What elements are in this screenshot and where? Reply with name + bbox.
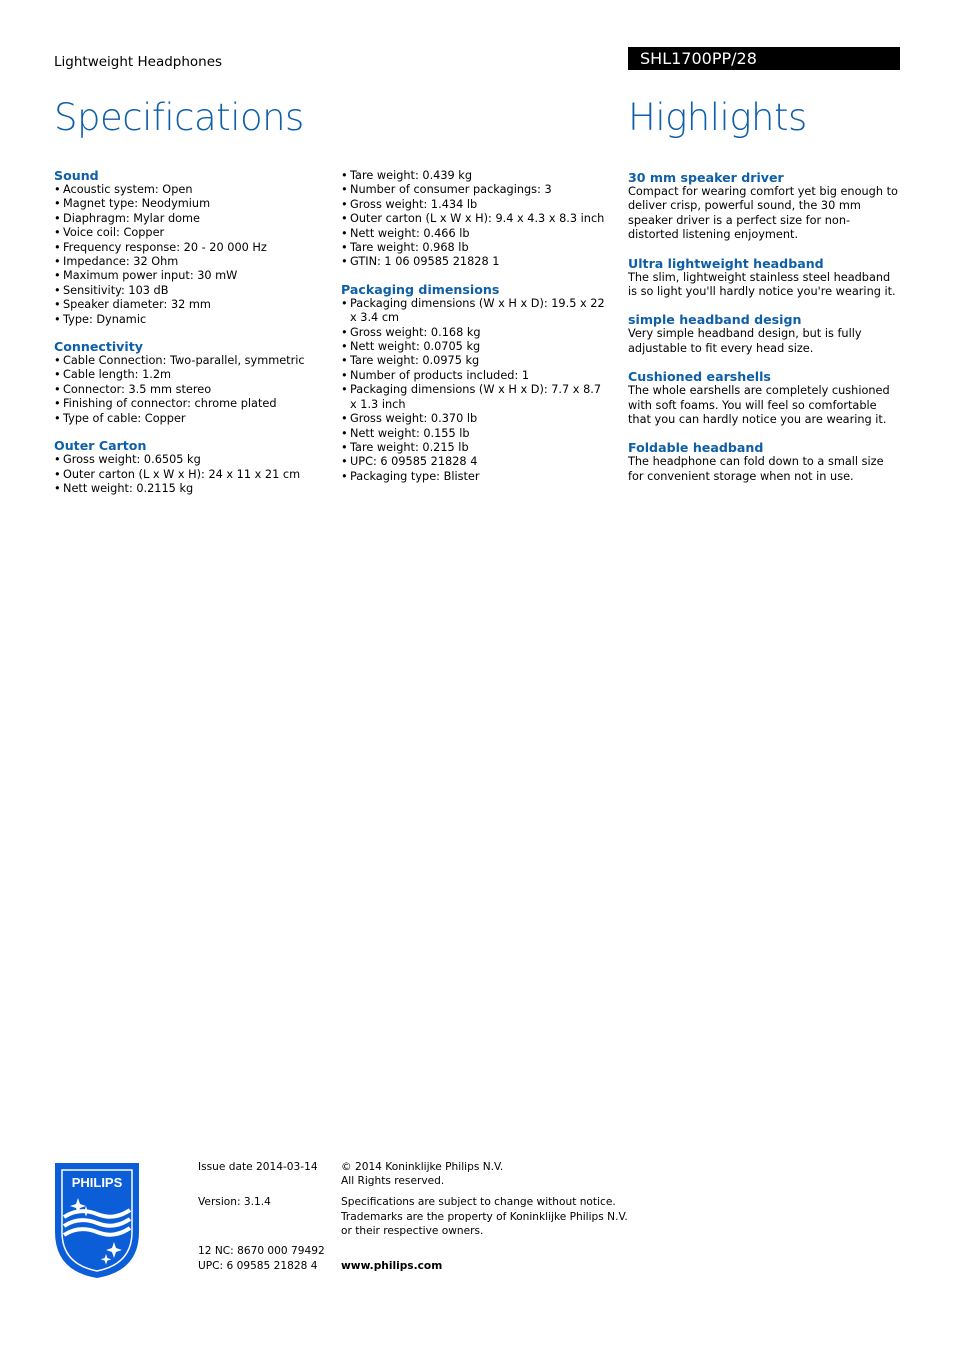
specs-column-1	[54, 168, 324, 508]
spec-item: • Outer carton (L x W x H): 9.4 x 4.3 x 8.3 inch	[341, 212, 611, 226]
philips-logo-icon	[54, 1162, 140, 1279]
highlight-heading: Foldable headband	[628, 440, 764, 456]
highlight-text: The slim, lightweight stainless steel headband is so light you'll hardly notice you're wearing it.	[628, 270, 896, 299]
spec-item: • Tare weight: 0.215 lb	[341, 441, 611, 455]
spec-item: • Outer carton (L x W x H): 24 x 11 x 21 cm	[54, 468, 324, 482]
highlights-title: Highlights	[628, 96, 807, 139]
section-heading-outer-carton: Outer Carton	[54, 438, 147, 454]
highlights-column	[628, 170, 900, 497]
section-heading-packaging: Packaging dimensions	[341, 281, 500, 297]
spec-item: • Nett weight: 0.0705 kg	[341, 340, 611, 354]
highlight-item	[628, 312, 900, 356]
spec-item: • Type of cable: Copper	[54, 412, 324, 426]
highlight-text: The headphone can fold down to a small size for convenient storage when not in use.	[628, 455, 884, 483]
version: Version: 3.1.4	[198, 1196, 271, 1209]
section-heading-sound: Sound	[54, 168, 99, 183]
spec-item: • Magnet type: Neodymium	[54, 197, 324, 211]
outer-carton-list	[54, 453, 324, 496]
highlight-text: The whole earshells are completely cushioned with soft foams. You will feel so comfortable that you can hardly notice you are wearing it.	[628, 384, 890, 427]
spec-item: • Acoustic system: Open	[54, 183, 324, 197]
highlight-item	[628, 369, 900, 427]
spec-item: • Type: Dynamic	[54, 313, 324, 327]
spec-item: • Tare weight: 0.0975 kg	[341, 354, 611, 368]
logo-wordmark: PHILIPS	[71, 1175, 123, 1190]
outer-carton-cont-list	[341, 169, 611, 270]
highlight-text: Compact for wearing comfort yet big enough to deliver crisp, powerful sound, the 30 mm speaker driver is a perfect size for non-distorted listening enjoyment.	[628, 185, 898, 242]
highlight-heading: 30 mm speaker driver	[628, 170, 784, 185]
spec-item: • Sensitivity: 103 dB	[54, 284, 324, 298]
notice-line-2: Trademarks are the property of Koninklijke Philips N.V.	[341, 1210, 628, 1223]
footer-legal	[341, 1160, 631, 1273]
spec-item: • Frequency response: 20 - 20 000 Hz	[54, 241, 324, 255]
spec-item: • Speaker diameter: 32 mm	[54, 298, 324, 312]
upc-code: UPC: 6 09585 21828 4	[198, 1259, 318, 1272]
copyright: © 2014 Koninklijke Philips N.V.	[341, 1161, 504, 1173]
highlight-heading: Cushioned earshells	[628, 369, 771, 385]
model-number-bar: SHL1700PP/28	[628, 47, 900, 70]
notice-line-3: or their respective owners.	[341, 1224, 484, 1237]
spec-item: • Impedance: 32 Ohm	[54, 255, 324, 269]
twelve-nc: 12 NC: 8670 000 79492	[198, 1245, 325, 1258]
spec-item: • Gross weight: 0.6505 kg	[54, 453, 324, 467]
connectivity-list	[54, 354, 324, 426]
highlight-text: Very simple headband design, but is fully adjustable to fit every head size.	[628, 327, 862, 355]
spec-item: • Gross weight: 1.434 lb	[341, 198, 611, 212]
spec-item: • Diaphragm: Mylar dome	[54, 212, 324, 226]
spec-item: • Number of products included: 1	[341, 369, 611, 383]
spec-item: • Gross weight: 0.168 kg	[341, 326, 611, 340]
packaging-list	[341, 297, 611, 484]
spec-item: • GTIN: 1 06 09585 21828 1	[341, 255, 611, 269]
spec-item: • Tare weight: 0.968 lb	[341, 241, 611, 255]
spec-item: • Tare weight: 0.439 kg	[341, 169, 611, 183]
spec-item: • Packaging dimensions (W x H x D): 7.7 x 8.7 x 1.3 inch	[341, 383, 611, 412]
spec-item: • Packaging type: Blister	[341, 470, 611, 484]
spec-item: • Number of consumer packagings: 3	[341, 183, 611, 197]
spec-item: • Packaging dimensions (W x H x D): 19.5 x 22 x 3.4 cm	[341, 297, 611, 326]
product-line: Lightweight Headphones	[54, 54, 223, 70]
spec-item: • Nett weight: 0.155 lb	[341, 427, 611, 441]
notice-line-1: Specifications are subject to change without notice.	[341, 1196, 616, 1209]
spec-item: • UPC: 6 09585 21828 4	[341, 455, 611, 469]
spec-item: • Finishing of connector: chrome plated	[54, 397, 324, 411]
spec-item: • Nett weight: 0.466 lb	[341, 227, 611, 241]
specs-column-2	[341, 169, 611, 496]
spec-item: • Cable length: 1.2m	[54, 368, 324, 382]
highlight-heading: Ultra lightweight headband	[628, 255, 824, 271]
section-heading-connectivity: Connectivity	[54, 339, 143, 355]
highlight-item	[628, 256, 900, 300]
spec-item: • Gross weight: 0.370 lb	[341, 412, 611, 426]
highlight-heading: simple headband design	[628, 312, 802, 328]
footer-meta	[198, 1160, 333, 1273]
spec-item: • Maximum power input: 30 mW	[54, 269, 324, 283]
issue-date: Issue date 2014-03-14	[198, 1161, 318, 1173]
specifications-title: Specifications	[54, 96, 304, 139]
spec-item: • Cable Connection: Two-parallel, symmetric	[54, 354, 324, 368]
website-link[interactable]: www.philips.com	[341, 1260, 443, 1273]
rights-reserved: All Rights reserved.	[341, 1175, 445, 1188]
spec-item: • Connector: 3.5 mm stereo	[54, 383, 324, 397]
sound-list	[54, 183, 324, 327]
highlight-item	[628, 440, 900, 484]
spec-item: • Nett weight: 0.2115 kg	[54, 482, 324, 496]
philips-shield-logo	[54, 1162, 140, 1279]
spec-item: • Voice coil: Copper	[54, 226, 324, 240]
highlight-item	[628, 170, 900, 243]
